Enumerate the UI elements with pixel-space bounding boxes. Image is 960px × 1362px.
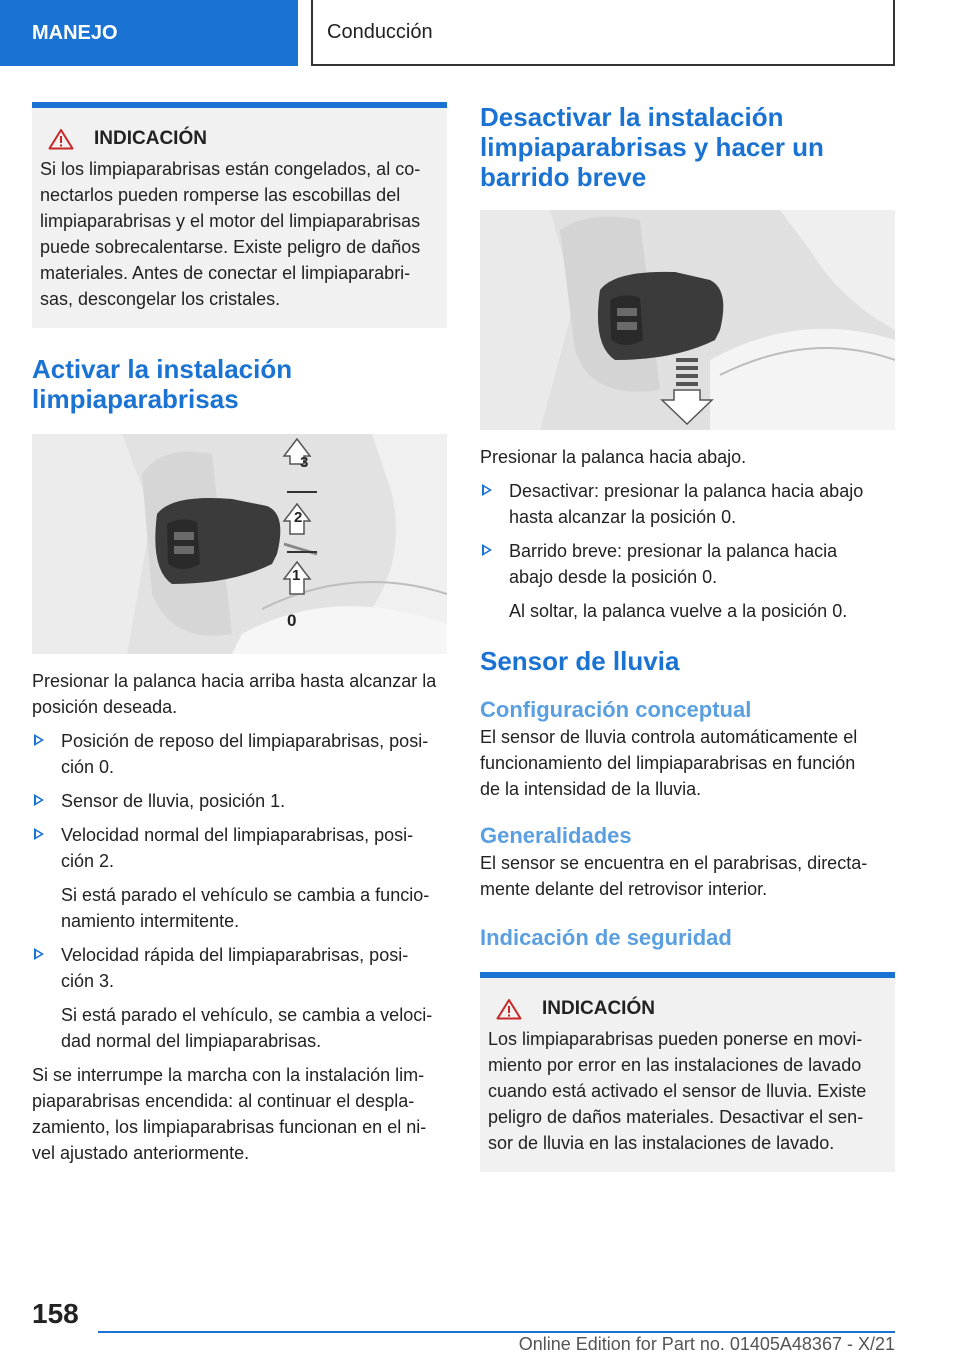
wiper-lever-down-figure <box>480 210 895 430</box>
lever-position-3-label: 3 <box>300 454 309 471</box>
section-title: MANEJO <box>32 21 118 44</box>
bullet-triangle-icon <box>34 948 44 960</box>
heading-line: limpiaparabrisas <box>32 384 239 414</box>
list-item-line: abajo desde la posición 0. <box>509 567 718 587</box>
general-paragraph <box>480 850 895 902</box>
concept-paragraph <box>480 724 895 802</box>
closing-line: zamiento, los limpiaparabrisas funcionan en el ni- <box>32 1117 427 1137</box>
list-item-line: Sensor de lluvia, posición 1. <box>61 791 286 811</box>
notice-title-row <box>496 996 887 1022</box>
list-item-line: Barrido breve: presionar la palanca hacia <box>509 541 838 561</box>
bullet-triangle-icon <box>482 544 492 556</box>
rain-sensor-heading: Sensor de lluvia <box>480 646 680 676</box>
notice-title-row <box>48 126 439 152</box>
intro-line: Presionar la palanca hacia abajo. <box>480 447 747 467</box>
list-item-line: hasta alcanzar la posición 0. <box>509 507 737 527</box>
bullet-triangle-icon <box>34 734 44 746</box>
closing-line: vel ajustado anteriormente. <box>32 1143 250 1163</box>
list-item-line: Desactivar: presionar la palanca hacia abajo <box>509 481 864 501</box>
notice-line: nectarlos pueden romperse las escobillas del <box>40 185 401 205</box>
position-list <box>32 728 447 1054</box>
heading-line: barrido breve <box>480 162 647 192</box>
intro-line: posición deseada. <box>32 697 178 717</box>
list-item-note <box>509 598 895 624</box>
notice-line: sas, descongelar los cristales. <box>40 289 281 309</box>
general-line: mente delante del retrovisor interior. <box>480 879 768 899</box>
notice-line: sor de lluvia en las instalaciones de lavado. <box>488 1133 835 1153</box>
right-column <box>480 102 895 1172</box>
edition-footer: Online Edition for Part no. 01405A48367 - X/21 <box>518 1334 895 1354</box>
lever-position-1-label: 1 <box>292 567 301 584</box>
notice-line: Si los limpiaparabrisas están congelados, al co- <box>40 159 421 179</box>
wiper-lever-down-illustration <box>480 210 895 430</box>
notice-line: cuando está activado el sensor de lluvia. Existe <box>488 1081 867 1101</box>
list-item <box>32 822 447 934</box>
note-line: Al soltar, la palanca vuelve a la posición 0. <box>509 601 848 621</box>
concept-line: funcionamiento del limpiaparabrisas en función <box>480 753 856 773</box>
lever-position-0-label: 0 <box>287 611 297 630</box>
list-item <box>32 728 447 780</box>
notice-line: puede sobrecalentarse. Existe peligro de daños <box>40 237 421 257</box>
notice-line: peligro de daños materiales. Desactivar el sen- <box>488 1107 864 1127</box>
wiper-lever-illustration <box>32 434 447 654</box>
safety-heading: Indicación de seguridad <box>480 925 732 950</box>
warning-notice <box>32 102 447 328</box>
list-item <box>32 942 447 1054</box>
list-item <box>480 478 895 530</box>
bullet-triangle-icon <box>34 794 44 806</box>
closing-line: Si se interrumpe la marcha con la instalación lim- <box>32 1065 425 1085</box>
notice-line: Los limpiaparabrisas pueden ponerse en movi- <box>488 1029 863 1049</box>
list-item-line: ción 0. <box>61 757 115 777</box>
note-line: Si está parado el vehículo, se cambia a veloci- <box>61 1005 433 1025</box>
note-line: Si está parado el vehículo se cambia a funcio- <box>61 885 430 905</box>
notice-line: miento por error en las instalaciones de lavado <box>488 1055 862 1075</box>
lever-position-2-label: 2 <box>294 509 303 526</box>
closing-paragraph <box>32 1062 447 1166</box>
note-line: namiento intermitente. <box>61 911 240 931</box>
concept-line: El sensor de lluvia controla automáticamente el <box>480 727 858 747</box>
list-item-note <box>61 882 447 934</box>
concept-line: de la intensidad de la lluvia. <box>480 779 702 799</box>
list-item <box>480 538 895 624</box>
notice-line: materiales. Antes de conectar el limpiaparabri- <box>40 263 411 283</box>
warning-triangle-icon <box>496 998 522 1020</box>
heading-line: Activar la instalación <box>32 354 293 384</box>
list-item-line: Velocidad normal del limpiaparabrisas, posi- <box>61 825 414 845</box>
list-item-note <box>61 1002 447 1054</box>
section-heading-activate <box>32 354 447 414</box>
heading-line: limpiaparabrisas y hacer un <box>480 132 824 162</box>
chapter-title: Conducción <box>327 20 433 43</box>
list-item-line: Velocidad rápida del limpiaparabrisas, posi- <box>61 945 409 965</box>
chapter-header <box>311 0 895 66</box>
intro-line: Presionar la palanca hacia arriba hasta alcanzar la <box>32 671 437 691</box>
deactivate-list <box>480 478 895 624</box>
general-heading: Generalidades <box>480 823 632 848</box>
bullet-triangle-icon <box>34 828 44 840</box>
general-line: El sensor se encuentra en el parabrisas, directa- <box>480 853 868 873</box>
list-item-line: ción 2. <box>61 851 115 871</box>
section-heading-deactivate <box>480 102 895 192</box>
note-line: dad normal del limpiaparabrisas. <box>61 1031 322 1051</box>
notice-line: limpiaparabrisas y el motor del limpiaparabrisas <box>40 211 421 231</box>
notice-title: INDICACIÓN <box>94 128 207 149</box>
bullet-triangle-icon <box>482 484 492 496</box>
list-item-line: Posición de reposo del limpiaparabrisas, posi- <box>61 731 429 751</box>
closing-line: piaparabrisas encendida: al continuar el despla- <box>32 1091 415 1111</box>
wiper-lever-up-figure <box>32 434 447 654</box>
concept-heading: Configuración conceptual <box>480 697 752 722</box>
page-number: 158 <box>32 1298 79 1329</box>
section-tab <box>0 0 298 66</box>
list-item <box>32 788 447 814</box>
list-item-line: ción 3. <box>61 971 115 991</box>
footer-divider <box>98 1331 895 1333</box>
notice-title: INDICACIÓN <box>542 998 655 1019</box>
safety-notice <box>480 972 895 1172</box>
warning-triangle-icon <box>48 128 74 150</box>
heading-line: Desactivar la instalación <box>480 102 784 132</box>
left-column <box>32 102 447 1166</box>
